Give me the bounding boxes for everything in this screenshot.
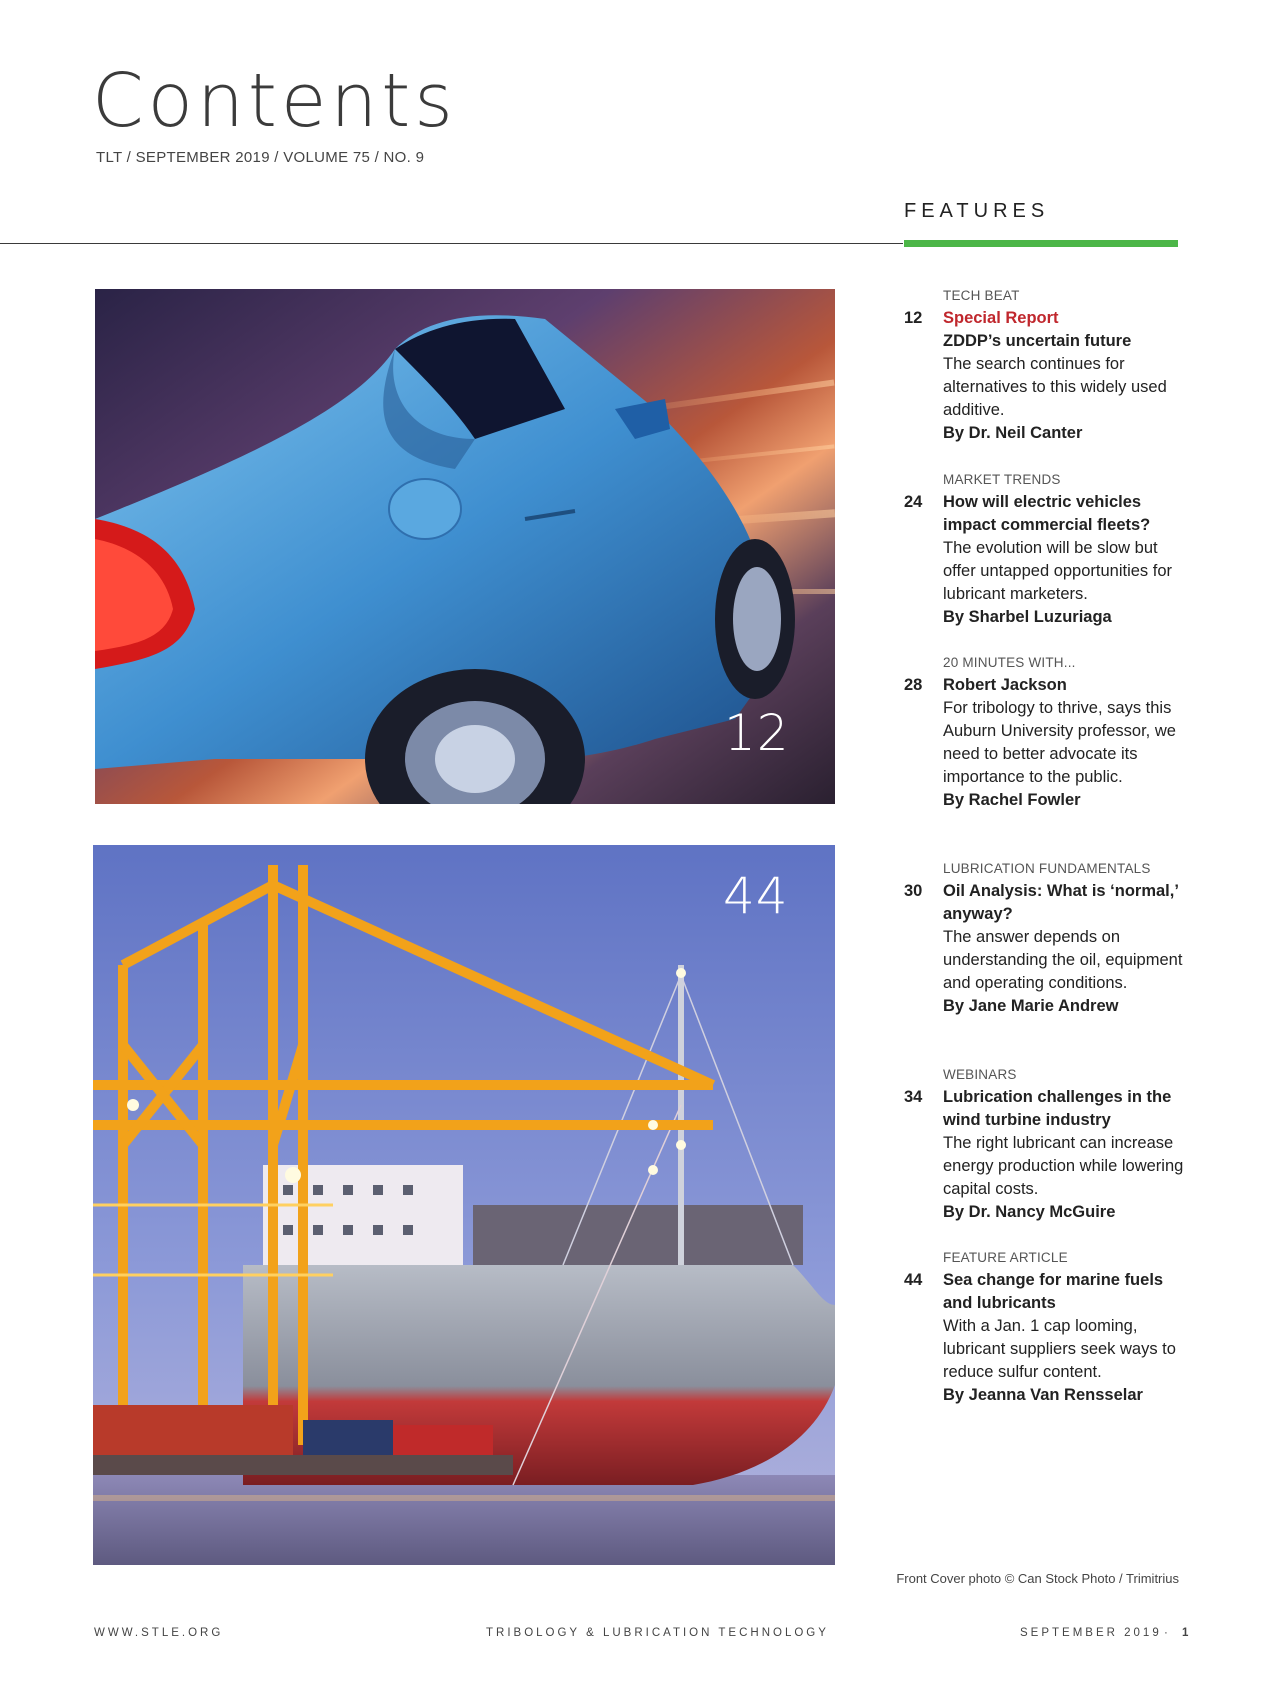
toc-page-number: 44 [904,1271,923,1289]
toc-byline: By Sharbel Luzuriaga [943,608,1112,626]
toc-description: The answer depends on understanding the oil, equipment and operating conditions. [943,928,1183,992]
toc-page-number: 28 [904,676,923,694]
toc-byline: By Jeanna Van Rensselar [943,1386,1143,1404]
toc-headline: Lubrication challenges in the wind turbine industry [943,1088,1172,1129]
header-rule [0,243,903,244]
ship-illustration [93,845,835,1565]
toc-headline: Sea change for marine fuels and lubricants [943,1271,1164,1312]
toc-entry[interactable] [904,472,1186,629]
car-photo[interactable] [95,289,835,804]
toc-page-number: 12 [904,309,923,327]
toc-headline: How will electric vehicles impact commercial fleets? [943,493,1151,534]
toc-department: LUBRICATION FUNDAMENTALS [943,861,1151,876]
page-title: Contents [92,58,457,144]
toc-description: The search continues for alternatives to this widely used additive. [943,355,1167,419]
section-accent-bar [904,240,1178,247]
toc-page-number: 24 [904,493,923,511]
toc-entry[interactable] [904,655,1186,812]
photo-page-number: 44 [723,867,789,925]
toc-department: 20 MINUTES WITH... [943,655,1076,670]
footer-publication: TRIBOLOGY & LUBRICATION TECHNOLOGY [486,1627,829,1639]
ship-photo[interactable] [93,845,835,1565]
toc-department: TECH BEAT [943,288,1020,303]
toc-headline: ZDDP’s uncertain future [943,332,1132,350]
footer-date: SEPTEMBER 2019 [1020,1627,1162,1639]
toc-description: The evolution will be slow but offer untapped opportunities for lubricant marketers. [943,539,1173,603]
photo-page-number: 12 [724,704,790,762]
issue-info: TLT / SEPTEMBER 2019 / VOLUME 75 / NO. 9 [96,149,425,166]
toc-byline: By Rachel Fowler [943,791,1081,809]
toc-page-number: 30 [904,882,923,900]
toc-entry[interactable] [904,1067,1186,1224]
toc-description: The right lubricant can increase energy production while lowering capital costs. [943,1134,1184,1198]
footer-website[interactable]: WWW.STLE.ORG [94,1627,224,1639]
toc-entry[interactable] [904,861,1186,1018]
section-label: FEATURES [904,200,1050,222]
toc-kicker: Special Report [943,309,1059,327]
toc-byline: By Dr. Neil Canter [943,424,1083,442]
toc-entry[interactable] [904,1250,1186,1407]
footer-separator: · [1164,1627,1168,1639]
toc-description: With a Jan. 1 cap looming, lubricant suppliers seek ways to reduce sulfur content. [943,1317,1176,1381]
toc-headline: Robert Jackson [943,676,1067,694]
toc-department: WEBINARS [943,1067,1017,1082]
toc-entry[interactable] [904,288,1186,445]
toc-headline: Oil Analysis: What is ‘normal,’ anyway? [943,882,1179,923]
toc-page-number: 34 [904,1088,923,1106]
toc-description: For tribology to thrive, says this Auburn University professor, we need to better advocate its importance to the public. [943,699,1176,786]
footer-page-number: 1 [1182,1627,1189,1639]
toc-byline: By Dr. Nancy McGuire [943,1203,1116,1221]
photo-credit: Front Cover photo © Can Stock Photo / Trimitrius [896,1571,1179,1586]
toc-department: MARKET TRENDS [943,472,1061,487]
toc-department: FEATURE ARTICLE [943,1250,1068,1265]
toc-byline: By Jane Marie Andrew [943,997,1119,1015]
